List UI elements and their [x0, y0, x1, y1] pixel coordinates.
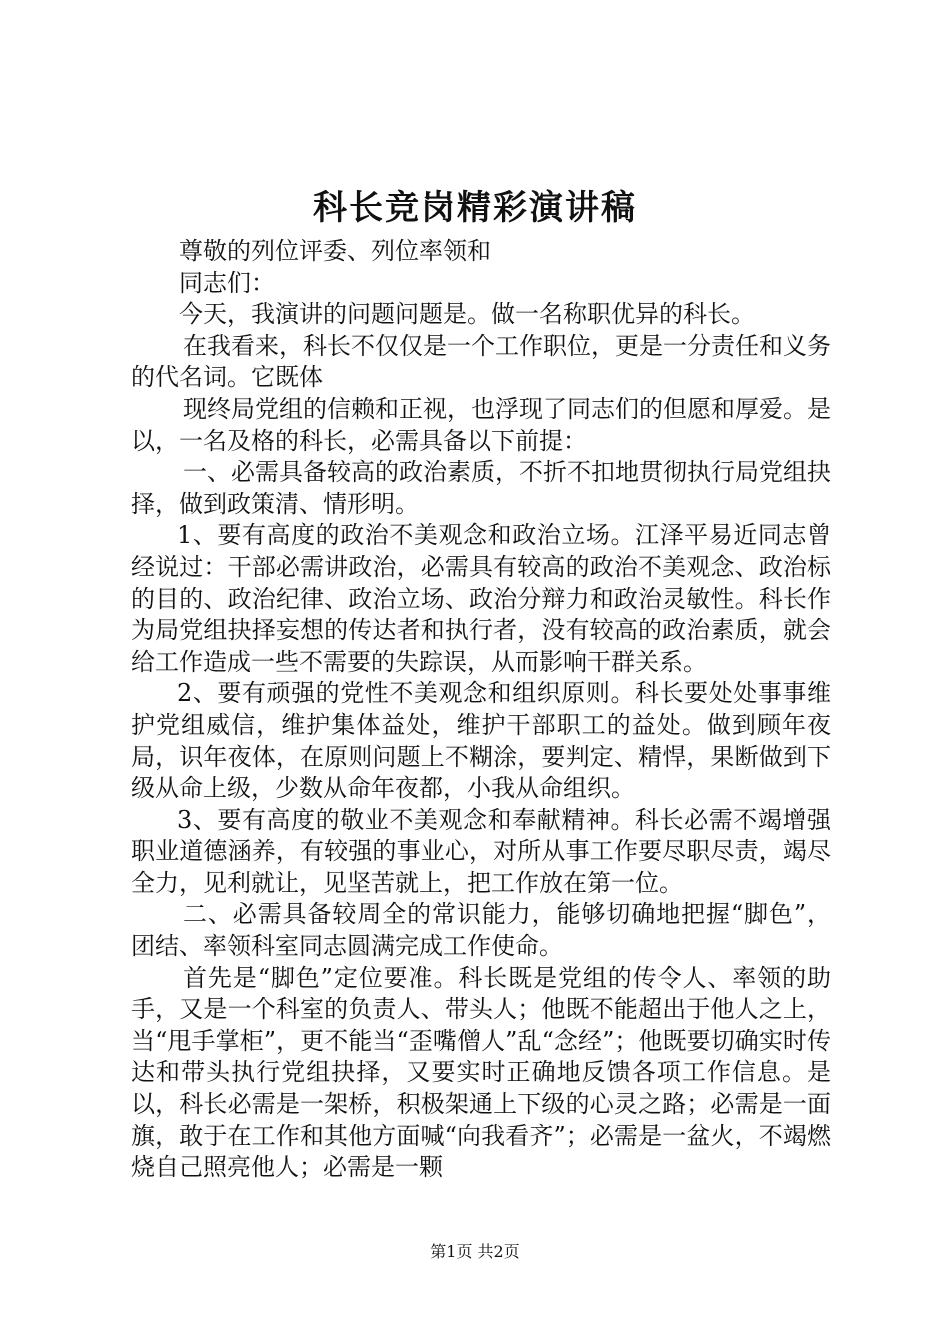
document-body: [131, 236, 831, 1184]
paragraph-role: 首先是“脚色”定位要准。科长既是党组的传令人、率领的助手，又是一个科室的负责人、带头人；他既不能超出于他人之上，当“甩手掌柜”，更不能当“歪嘴僧人”乱“念经”；他既要切确实时传达和带头执行党组抉择，又要实时正确地反馈各项工作信息。是以，科长必需是一架桥，积极架通上下级的心灵之路；必需是一面旗，敢于在工作和其他方面喊“向我看齐”；必需是一盆火，不竭燃烧自己照亮他人；必需是一颗: [131, 963, 831, 1182]
paragraph-salutation-cont: 同志们：: [179, 268, 275, 297]
paragraph-intro: 在我看来，科长不仅仅是一个工作职位，更是一分责任和义务的代名词。它既体: [131, 331, 831, 392]
paragraph-salutation: 尊敬的列位评委、列位率领和: [179, 237, 491, 265]
paragraph-point-one: 1、要有高度的政治不美观念和政治立场。江泽平易近同志曾经说过：干部必需讲政治，必需具有较高的政治不美观念、政治标的目的、政治纪律、政治立场、政治分辩力和政治灵敏性。科长作为局党组抉择妄想的传达者和执行者，没有较高的政治素质，就会给工作造成一些不需要的失踪误，从而影响干群关系。: [131, 521, 831, 676]
page-indicator: 第1页 共2页: [430, 1242, 520, 1261]
paragraph-intro-cont: 现终局党组的信赖和正视，也浮现了同志们的但愿和厚爱。是以，一名及格的科长，必需具备以下前提：: [131, 394, 831, 455]
paragraph-section-two: 二、必需具备较周全的常识能力，能够切确地把握“脚色”，团结、率领科室同志圆满完成工作使命。: [131, 900, 831, 961]
paragraph-point-two: 2、要有顽强的党性不美观念和组织原则。科长要处处事事维护党组威信，维护集体益处，维护干部职工的益处。做到顾年夜局，识年夜体，在原则问题上不糊涂，要判定、精悍，果断做到下级从命上级，少数从命年夜都，小我从命组织。: [131, 679, 831, 803]
document-title: 科长竞岗精彩演讲稿: [313, 188, 637, 228]
paragraph-point-three: 3、要有高度的敬业不美观念和奉献精神。科长必需不竭增强职业道德涵养，有较强的事业心，对所从事工作要尽职尽责，竭尽全力，见利就让，见坚苦就上，把工作放在第一位。: [131, 805, 831, 897]
paragraph-topic: 今天，我演讲的问题问题是。做一名称职优异的科长。: [179, 300, 755, 329]
paragraph-section-one: 一、必需具备较高的政治素质，不折不扣地贯彻执行局党组抉择，做到政策清、情形明。: [131, 458, 831, 518]
